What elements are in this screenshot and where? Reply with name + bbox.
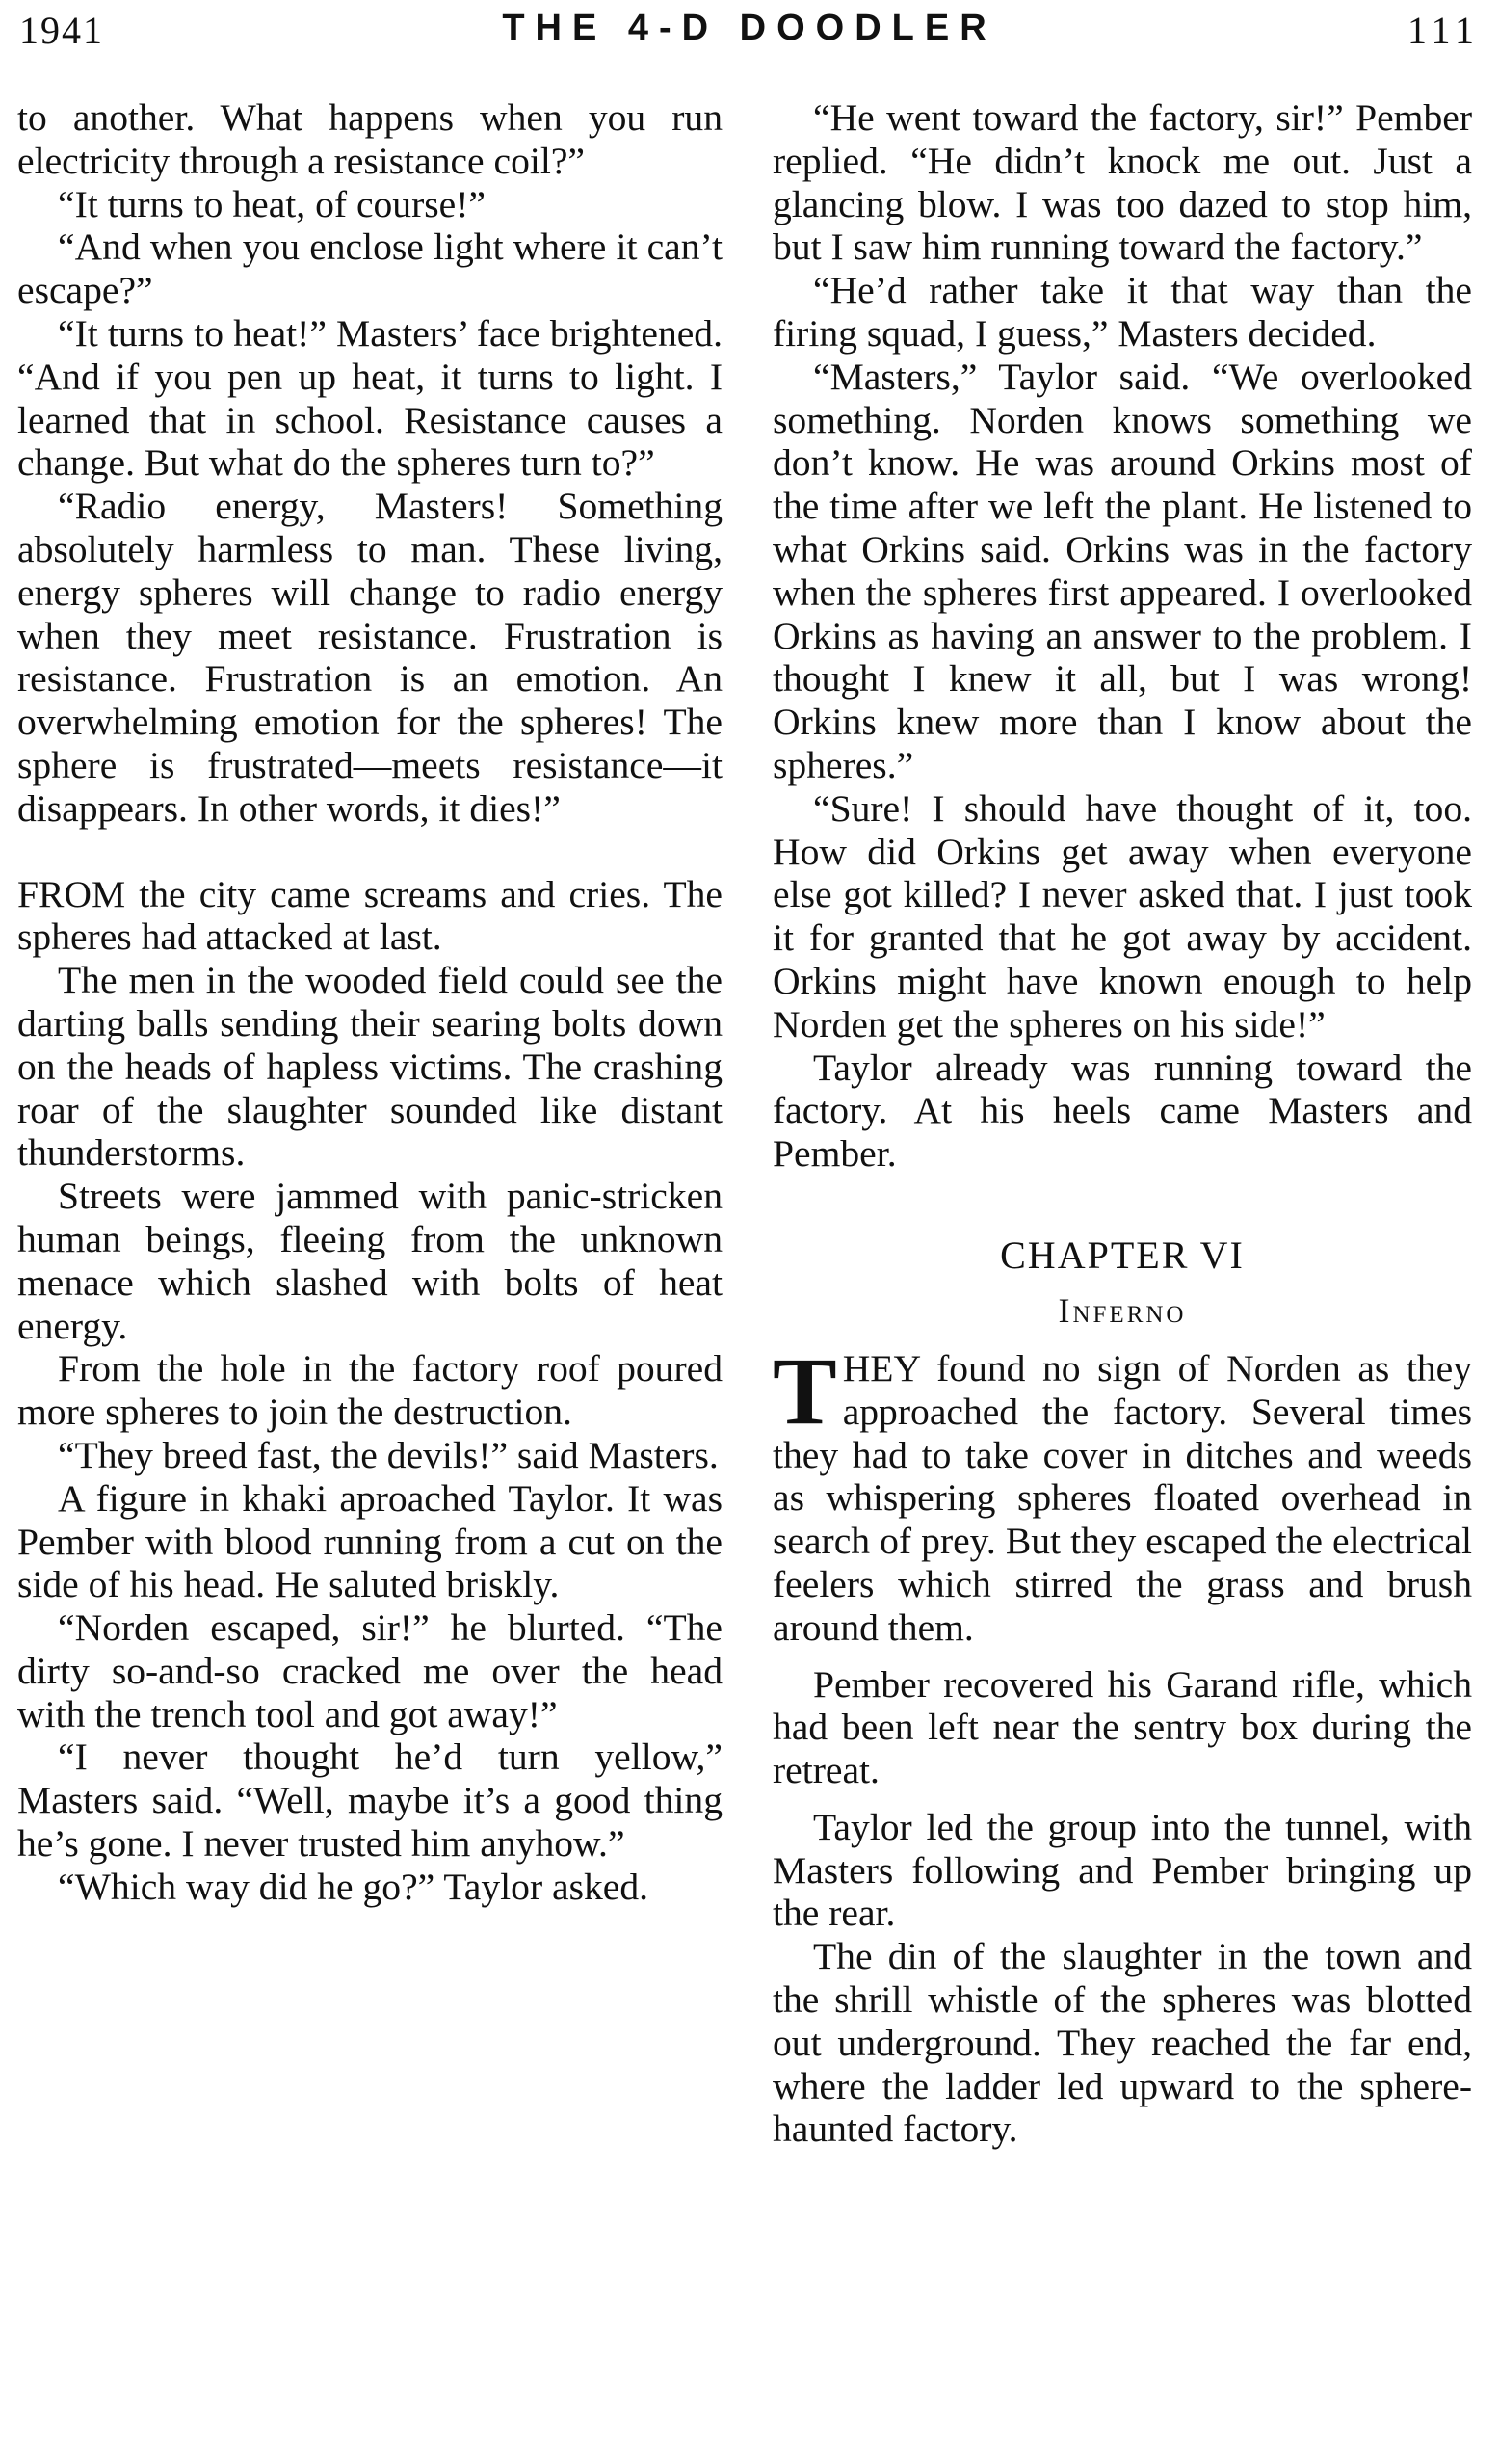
paragraph: “It turns to heat, of course!”: [58, 182, 486, 225]
paragraph: “They breed fast, the devils!” said Masters.: [58, 1433, 719, 1476]
page-number: 111: [1407, 9, 1480, 52]
left-column: [17, 96, 723, 1909]
paragraph: “Sure! I should have thought of it, too. How did Orkins get away when everyone else got killed? I never asked that. I just took it for granted that he got away by accident. Orkins might have known enough to help Norden get the spheres on his side!”: [773, 786, 1472, 1046]
paragraph: Taylor already was running toward the factory. At his heels came Masters and Pember.: [773, 1046, 1472, 1176]
drop-cap: T: [773, 1337, 837, 1444]
paragraph: “And when you enclose light where it can’t escape?”: [17, 225, 723, 312]
paragraph: “It turns to heat!” Masters’ face brightened. “And if you pen up heat, it turns to light. I learned that in school. Resistance causes a change. But what do the spheres turn to?”: [17, 311, 723, 485]
paragraph: “Norden escaped, sir!” he blurted. “The dirty so-and-so cracked me over the head with the trench tool and got away!”: [17, 1606, 723, 1735]
section-opening-paragraph: FROM the city came screams and cries. The spheres had attacked at last.: [17, 872, 723, 959]
paragraph: “He’d rather take it that way than the firing squad, I guess,” Masters decided.: [773, 269, 1472, 355]
paragraph: From the hole in the factory roof poured more spheres to join the destruction.: [17, 1347, 723, 1434]
paragraph: Pember recovered his Garand rifle, which had been left near the sentry box during the retreat.: [773, 1662, 1472, 1792]
paragraph: “Radio energy, Masters! Something absolutely harmless to man. These living, energy spheres will change to radio energy when they meet resistance. Frustration is resistance. Frustration is an emotion. An overwhelming emotion for the spheres! The sphere is frustrated—meets resistance—it disappears. In other words, it dies!”: [17, 485, 723, 830]
header-year: 1941: [19, 9, 104, 52]
chapter-subtitle: Inferno: [1058, 1290, 1187, 1330]
paragraph: Streets were jammed with panic-stricken human beings, fleeing from the unknown menace which slashed with bolts of heat energy.: [17, 1175, 723, 1347]
paragraph: “Masters,” Taylor said. “We overlooked something. Norden knows something we don’t know. He was around Orkins most of the time after we left the plant. He listened to what Orkins said. Orkins was in the factory when the spheres first appeared. I overlooked Orkins as having an answer to the problem. I thought I knew it all, but I was wrong! Orkins knew more than I know about the spheres.”: [773, 355, 1472, 786]
paragraph: Taylor led the group into the tunnel, with Masters following and Pember bringing up the rear.: [773, 1805, 1472, 1935]
paragraph: “I never thought he’d turn yellow,” Masters said. “Well, maybe it’s a good thing he’s gone. I never trusted him anyhow.”: [17, 1735, 723, 1866]
paragraph: The men in the wooded field could see the darting balls sending their searing bolts down on the heads of hapless victims. The crashing roar of the slaughter sounded like distant thunderstorms.: [17, 959, 723, 1175]
paragraph: “He went toward the factory, sir!” Pember replied. “He didn’t knock me out. Just a glancing blow. I was too dazed to stop him, but I saw him running toward the factory.”: [773, 96, 1472, 269]
paragraph: “Which way did he go?” Taylor asked.: [58, 1865, 649, 1908]
right-column: [773, 96, 1472, 2151]
paragraph: A figure in khaki aproached Taylor. It was Pember with blood running from a cut on the side of his head. He saluted briskly.: [17, 1476, 723, 1606]
chapter-opening-paragraph: [773, 1337, 1472, 1650]
paragraph: to another. What happens when you run electricity through a resistance coil?”: [17, 96, 723, 182]
header-title: THE 4-D DOODLER: [502, 8, 997, 48]
paragraph: The din of the slaughter in the town and the shrill whistle of the spheres was blotted out underground. They reached the far end, where the ladder led upward to the sphere-haunted factory.: [773, 1935, 1472, 2151]
chapter-heading: CHAPTER VI: [1000, 1232, 1245, 1277]
running-header: [19, 8, 1480, 66]
chapter-opening-text: HEY found no sign of Norden as they approached the factory. Several times they had to take cover in ditches and weeds as whispering spheres floated overhead in search of prey. But they escaped the electrical feelers which stirred the grass and brush around them.: [773, 1346, 1472, 1649]
